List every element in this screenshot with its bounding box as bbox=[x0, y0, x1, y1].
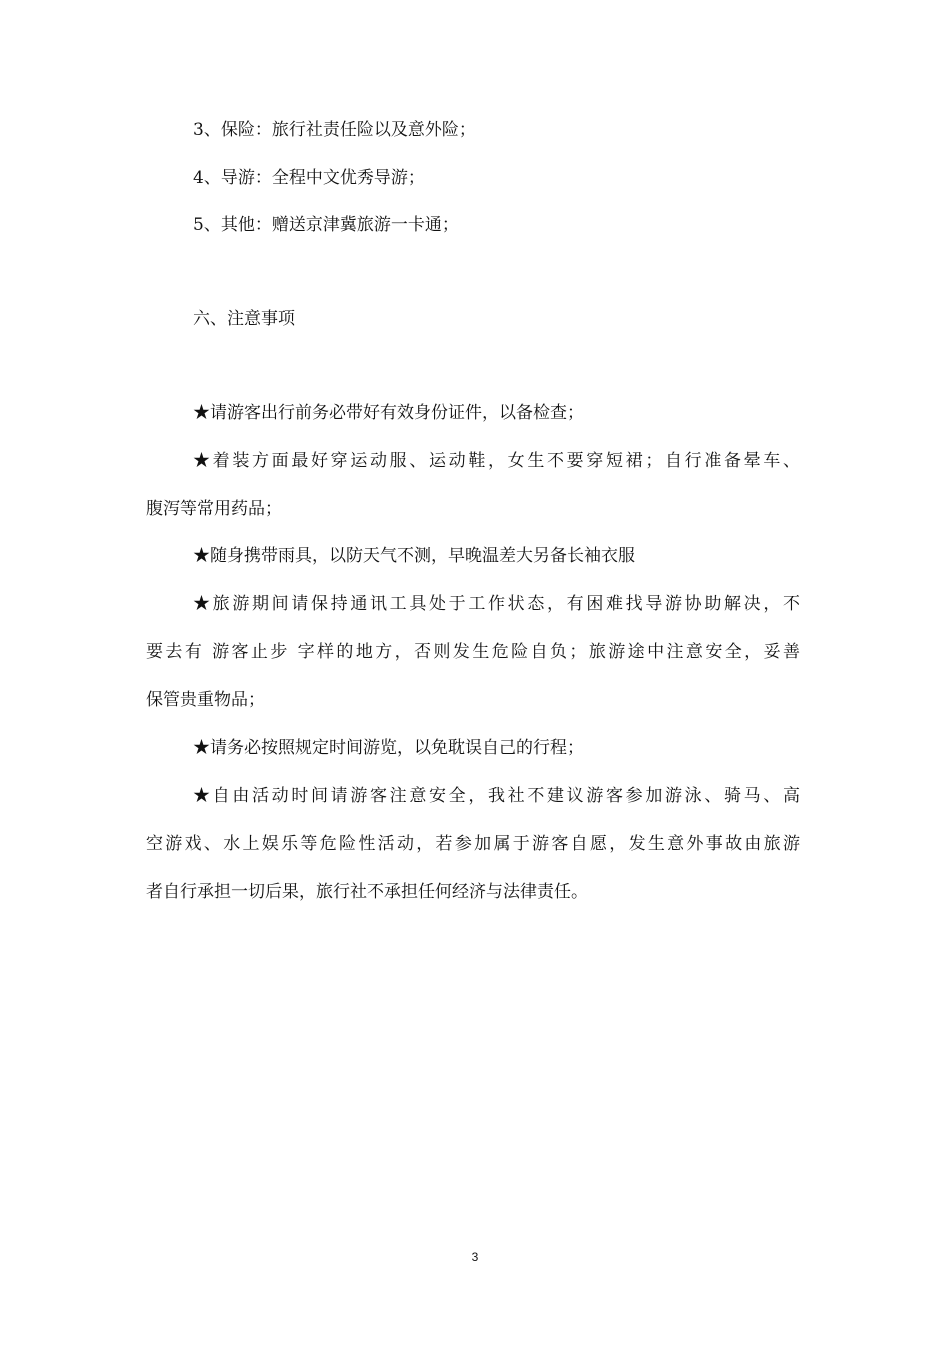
note-clothing-line2: 腹泻等常用药品； bbox=[146, 499, 282, 519]
inclusion-item-other: 5、其他：赠送京津冀旅游一卡通； bbox=[193, 215, 459, 235]
note-clothing-line1: ★着装方面最好穿运动服、运动鞋，女生不要穿短裙；自行准备晕车、 bbox=[193, 451, 800, 471]
note-rain-gear: ★随身携带雨具，以防天气不测，早晚温差大另备长袖衣服 bbox=[193, 546, 635, 566]
note-id-documents: ★请游客出行前务必带好有效身份证件，以备检查； bbox=[193, 403, 584, 423]
note-free-time-line3: 者自行承担一切后果，旅行社不承担任何经济与法律责任。 bbox=[146, 882, 588, 902]
page-number: 3 bbox=[471, 1250, 479, 1264]
inclusion-item-guide: 4、导游：全程中文优秀导游； bbox=[193, 168, 425, 188]
inclusion-item-insurance: 3、保险：旅行社责任险以及意外险； bbox=[193, 120, 476, 140]
note-schedule: ★请务必按照规定时间游览，以免耽误自己的行程； bbox=[193, 738, 584, 758]
note-free-time-line2: 空游戏、水上娱乐等危险性活动，若参加属于游客自愿，发生意外事故由旅游 bbox=[146, 834, 800, 854]
note-communication-line2: 要去有 游客止步 字样的地方，否则发生危险自负；旅游途中注意安全，妥善 bbox=[146, 642, 800, 662]
note-communication-line1: ★旅游期间请保持通讯工具处于工作状态，有困难找导游协助解决，不 bbox=[193, 594, 800, 614]
section-heading: 六、注意事项 bbox=[193, 309, 295, 329]
note-free-time-line1: ★自由活动时间请游客注意安全，我社不建议游客参加游泳、骑马、高 bbox=[193, 786, 800, 806]
note-communication-line3: 保管贵重物品； bbox=[146, 690, 265, 710]
